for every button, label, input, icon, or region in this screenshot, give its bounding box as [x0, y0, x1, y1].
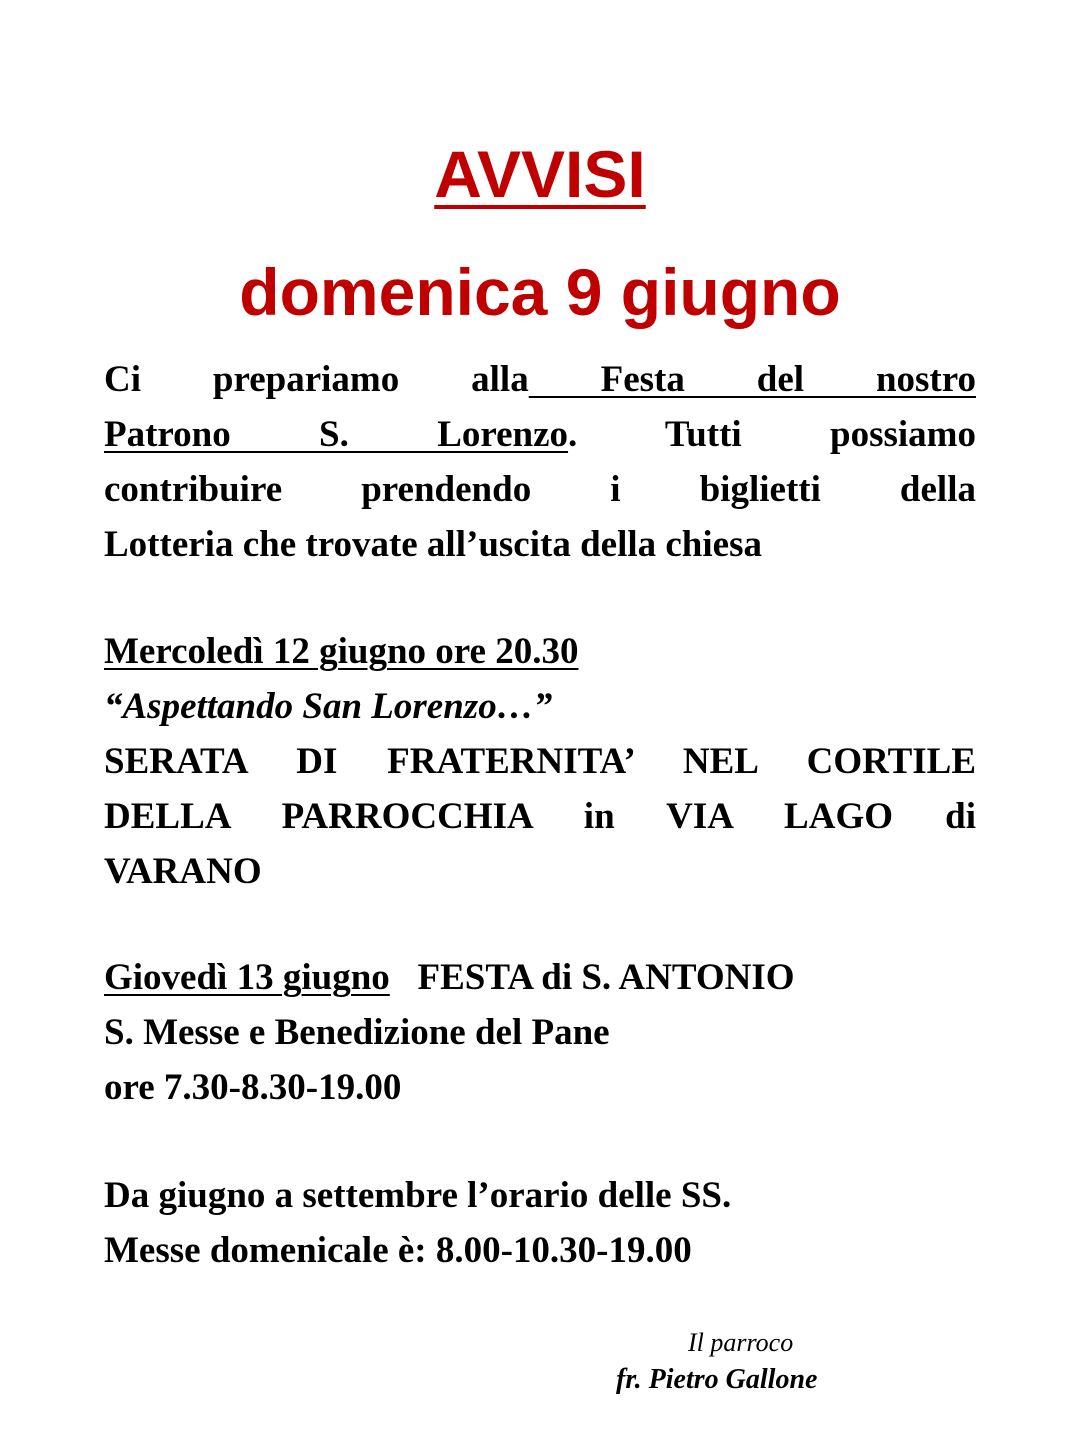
notice-orario-messe [104, 1168, 976, 1278]
notice-text: . Tutti possiamo [568, 414, 976, 455]
page-date: domenica 9 giugno [239, 255, 841, 329]
notice-line: S. Messe e Benedizione del Pane [104, 1012, 610, 1053]
notice-text: Ci prepariamo alla [104, 359, 529, 400]
notice-serata [104, 624, 976, 899]
signature-role: Il parroco [688, 1328, 794, 1357]
notice-line: Da giugno a settembre l’orario delle SS. [104, 1175, 732, 1216]
notice-date-line [104, 624, 976, 679]
notice-line: VARANO [104, 851, 262, 892]
notice-line: Messe domenicale è: 8.00-10.30-19.00 [104, 1230, 692, 1271]
notice-date: Mercoledì 12 giugno ore 20.30 [104, 631, 579, 672]
notice-subtitle: “Aspettando San Lorenzo…” [104, 686, 553, 727]
notice-sant-antonio [104, 950, 976, 1115]
patrono-text: Patrono S. Lorenzo [104, 414, 569, 455]
notice-line: SERATA DI FRATERNITA’ NEL CORTILE [104, 741, 976, 782]
notice-line [104, 407, 976, 462]
festa-link-text: Festa del nostro [528, 359, 976, 400]
page-title-text: AVVISI [434, 137, 646, 211]
notice-line: ore 7.30-8.30-19.00 [104, 1067, 402, 1108]
notice-line: Lotteria che trovate all’uscita della chiesa [104, 524, 762, 565]
notice-line: DELLA PARROCCHIA in VIA LAGO di [104, 796, 976, 837]
notice-festa-patrono [104, 352, 976, 572]
notice-line: contribuire prendendo i biglietti della [104, 469, 976, 510]
notice-line [104, 352, 976, 407]
notice-event: FESTA di S. ANTONIO [417, 957, 795, 998]
page-title [0, 135, 1080, 213]
notice-date-line [104, 950, 976, 1005]
notice-date: Giovedì 13 giugno [104, 957, 390, 998]
signature-name: fr. Pietro Gallone [616, 1364, 818, 1395]
